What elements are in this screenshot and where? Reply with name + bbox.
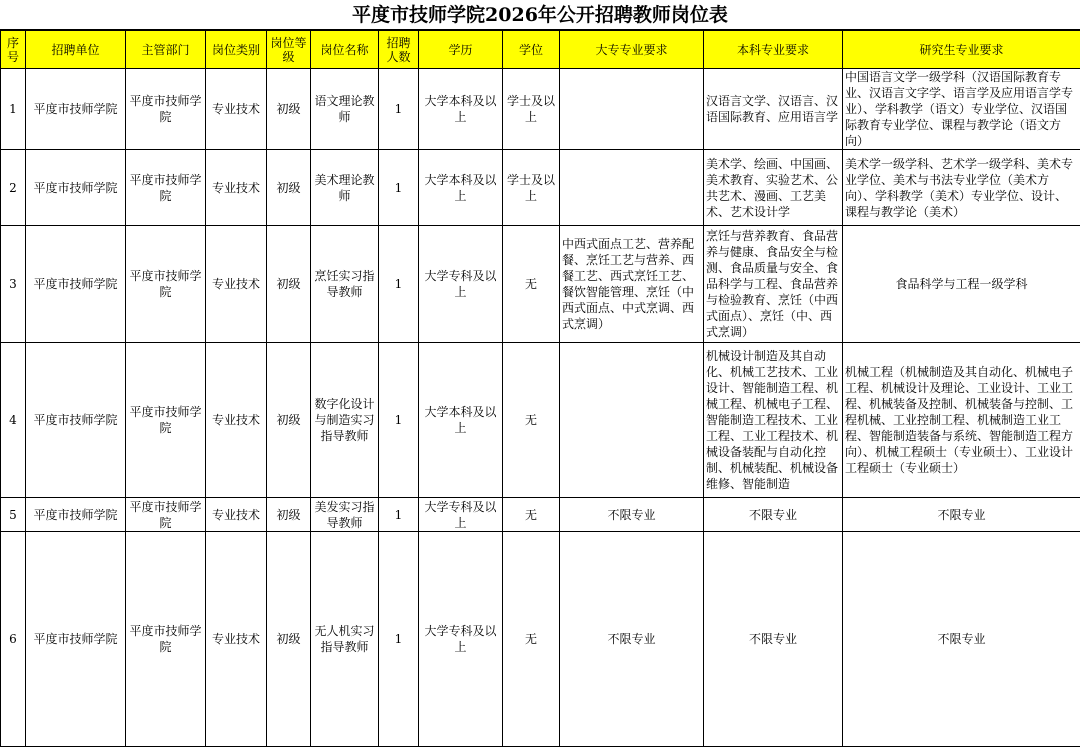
cell-bachelor-major: 烹饪与营养教育、食品营养与健康、食品安全与检测、食品质量与安全、食品科学与工程、食品营养与检验教育、烹饪（中西式面点）、烹饪（中、西式烹调） — [704, 226, 843, 343]
cell-degree: 无 — [503, 343, 560, 498]
cell-bachelor-major: 机械设计制造及其自动化、机械工艺技术、工业设计、智能制造工程、机械工程、机械电子工程、智能制造工程技术、工业工程、工业工程技术、机械设备装配与自动化控制、机械装配、机械设备维修、智能制造 — [704, 343, 843, 498]
cell-post: 语文理论教师 — [311, 69, 379, 150]
cell-seq: 3 — [1, 226, 26, 343]
table-row — [1, 343, 1080, 498]
cell-unit: 平度市技师学院 — [26, 69, 126, 150]
cell-bachelor-major: 美术学、绘画、中国画、美术教育、实验艺术、公共艺术、漫画、工艺美术、艺术设计学 — [704, 150, 843, 226]
cell-level: 初级 — [267, 226, 311, 343]
cell-count: 1 — [379, 150, 419, 226]
cell-category: 专业技术 — [206, 532, 267, 747]
cell-post: 无人机实习指导教师 — [311, 532, 379, 747]
cell-count: 1 — [379, 226, 419, 343]
table-row — [1, 150, 1080, 226]
cell-degree: 学士及以上 — [503, 150, 560, 226]
header-post: 岗位名称 — [311, 31, 379, 69]
cell-category: 专业技术 — [206, 498, 267, 532]
cell-level: 初级 — [267, 498, 311, 532]
cell-dept: 平度市技师学院 — [126, 226, 206, 343]
header-row — [1, 31, 1080, 69]
header-unit: 招聘单位 — [26, 31, 126, 69]
cell-level: 初级 — [267, 532, 311, 747]
cell-college-major — [560, 69, 704, 150]
cell-unit: 平度市技师学院 — [26, 226, 126, 343]
cell-graduate-major: 不限专业 — [843, 532, 1080, 747]
cell-degree: 无 — [503, 498, 560, 532]
header-category: 岗位类别 — [206, 31, 267, 69]
cell-education: 大学专科及以上 — [419, 498, 503, 532]
cell-education: 大学本科及以上 — [419, 343, 503, 498]
table-row — [1, 226, 1080, 343]
cell-dept: 平度市技师学院 — [126, 532, 206, 747]
cell-bachelor-major: 汉语言文学、汉语言、汉语国际教育、应用语言学 — [704, 69, 843, 150]
cell-education: 大学专科及以上 — [419, 226, 503, 343]
cell-unit: 平度市技师学院 — [26, 150, 126, 226]
header-seq: 序号 — [1, 31, 26, 69]
cell-college-major: 不限专业 — [560, 532, 704, 747]
cell-post: 烹饪实习指导教师 — [311, 226, 379, 343]
cell-level: 初级 — [267, 69, 311, 150]
cell-post: 美术理论教师 — [311, 150, 379, 226]
cell-unit: 平度市技师学院 — [26, 343, 126, 498]
cell-category: 专业技术 — [206, 69, 267, 150]
cell-bachelor-major: 不限专业 — [704, 498, 843, 532]
header-dept: 主管部门 — [126, 31, 206, 69]
cell-level: 初级 — [267, 343, 311, 498]
cell-dept: 平度市技师学院 — [126, 69, 206, 150]
cell-seq: 6 — [1, 532, 26, 747]
table-row — [1, 498, 1080, 532]
cell-post: 美发实习指导教师 — [311, 498, 379, 532]
header-education: 学历 — [419, 31, 503, 69]
cell-degree: 无 — [503, 532, 560, 747]
cell-education: 大学本科及以上 — [419, 69, 503, 150]
cell-bachelor-major: 不限专业 — [704, 532, 843, 747]
cell-level: 初级 — [267, 150, 311, 226]
cell-seq: 4 — [1, 343, 26, 498]
cell-unit: 平度市技师学院 — [26, 498, 126, 532]
cell-college-major: 不限专业 — [560, 498, 704, 532]
header-bachelor-major: 本科专业要求 — [704, 31, 843, 69]
table-row — [1, 532, 1080, 747]
cell-count: 1 — [379, 343, 419, 498]
cell-graduate-major: 中国语言文学一级学科（汉语国际教育专业、汉语言文字学、语言学及应用语言学专业）、学科教学（语文）专业学位、汉语国际教育专业学位、课程与教学论（语文方向） — [843, 69, 1080, 150]
header-count: 招聘人数 — [379, 31, 419, 69]
cell-dept: 平度市技师学院 — [126, 150, 206, 226]
cell-category: 专业技术 — [206, 226, 267, 343]
cell-seq: 5 — [1, 498, 26, 532]
cell-count: 1 — [379, 498, 419, 532]
cell-count: 1 — [379, 69, 419, 150]
cell-category: 专业技术 — [206, 343, 267, 498]
cell-category: 专业技术 — [206, 150, 267, 226]
cell-dept: 平度市技师学院 — [126, 343, 206, 498]
header-college-major: 大专专业要求 — [560, 31, 704, 69]
cell-education: 大学本科及以上 — [419, 150, 503, 226]
cell-post: 数字化设计与制造实习指导教师 — [311, 343, 379, 498]
cell-graduate-major: 不限专业 — [843, 498, 1080, 532]
cell-college-major: 中西式面点工艺、营养配餐、烹饪工艺与营养、西餐工艺、西式烹饪工艺、餐饮智能管理、烹饪（中西式面点、中式烹调、西式烹调） — [560, 226, 704, 343]
cell-graduate-major: 机械工程（机械制造及其自动化、机械电子工程、机械设计及理论、工业设计、工业工程、机械装备及控制、机械装备与控制、工程机械、工业控制工程、机械制造工业工程、智能制造装备与系统、智能制造工程方向）、机械工程硕士（专业硕士）、工业设计工程硕士（专业硕士） — [843, 343, 1080, 498]
cell-seq: 1 — [1, 69, 26, 150]
cell-dept: 平度市技师学院 — [126, 498, 206, 532]
cell-unit: 平度市技师学院 — [26, 532, 126, 747]
job-table — [0, 30, 1080, 747]
cell-college-major — [560, 343, 704, 498]
cell-education: 大学专科及以上 — [419, 532, 503, 747]
header-degree: 学位 — [503, 31, 560, 69]
cell-graduate-major: 食品科学与工程一级学科 — [843, 226, 1080, 343]
cell-seq: 2 — [1, 150, 26, 226]
table-row — [1, 69, 1080, 150]
cell-graduate-major: 美术学一级学科、艺术学一级学科、美术专业学位、美术与书法专业学位（美术方向）、学科教学（美术）专业学位、设计、课程与教学论（美术） — [843, 150, 1080, 226]
cell-count: 1 — [379, 532, 419, 747]
cell-degree: 学士及以上 — [503, 69, 560, 150]
header-graduate-major: 研究生专业要求 — [843, 31, 1080, 69]
sheet-title: 平度市技师学院2026年公开招聘教师岗位表 — [0, 0, 1080, 30]
cell-college-major — [560, 150, 704, 226]
cell-degree: 无 — [503, 226, 560, 343]
header-level: 岗位等级 — [267, 31, 311, 69]
